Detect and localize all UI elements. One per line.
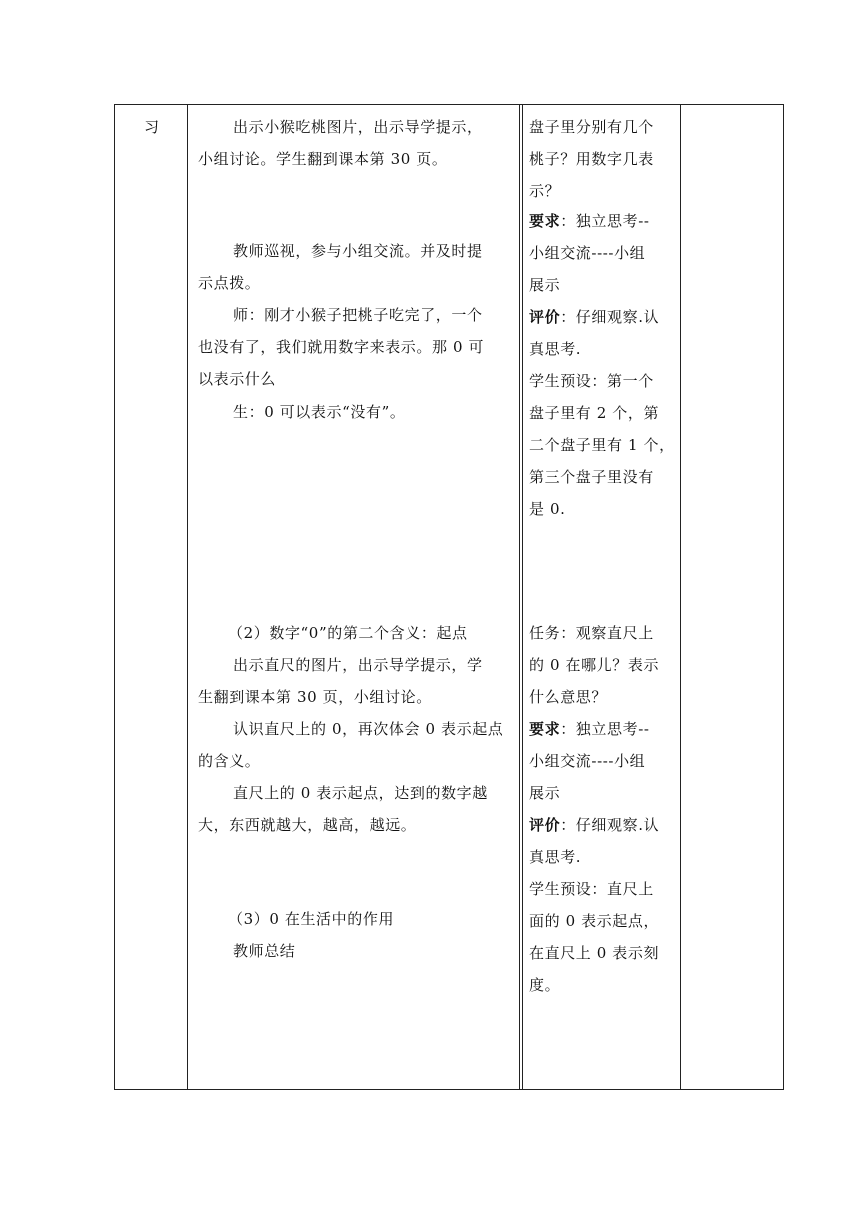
prediction-line: 度。 xyxy=(529,976,561,994)
lesson-plan-table xyxy=(114,104,784,1090)
prediction-line: 学生预设：第一个 xyxy=(529,372,654,390)
evaluation-line: 评价：仔细观察.认 xyxy=(529,816,660,834)
teaching-line: 生翻到课本第 30 页，小组讨论。 xyxy=(198,688,432,706)
prediction-line: 学生预设：直尺上 xyxy=(529,880,654,898)
requirement-label: 要求 xyxy=(529,212,561,230)
teaching-line: 示点拨。 xyxy=(198,274,261,292)
requirement-line: 要求：独立思考-- xyxy=(529,720,650,738)
task-line: 桃子？用数字几表 xyxy=(529,150,654,168)
evaluation-line: 评价：仔细观察.认 xyxy=(529,308,660,326)
teaching-line: 直尺上的 0 表示起点，达到的数字越 xyxy=(233,784,488,802)
teaching-line: 认识直尺上的 0，再次体会 0 表示起点 xyxy=(233,720,504,738)
requirement-label: 要求 xyxy=(529,720,561,738)
requirement-line: 展示 xyxy=(529,276,561,294)
teaching-line: 师：刚才小猴子把桃子吃完了，一个 xyxy=(233,306,483,324)
teaching-line: 的含义。 xyxy=(198,752,261,770)
teaching-line: 也没有了，我们就用数字来表示。那 0 可 xyxy=(198,338,485,356)
stage-label: 习 xyxy=(144,118,160,136)
prediction-line: 在直尺上 0 表示刻 xyxy=(529,944,660,962)
task-line: 的 0 在哪儿？表示 xyxy=(529,656,660,674)
task-line: 盘子里分别有几个 xyxy=(529,118,654,136)
prediction-line: 二个盘子里有 1 个， xyxy=(529,436,675,454)
teaching-line: （2）数字“0”的第二个含义：起点 xyxy=(228,624,468,642)
task-line: 示？ xyxy=(529,182,561,200)
task-line: 任务：观察直尺上 xyxy=(529,624,654,642)
teaching-line: 出示直尺的图片，出示导学提示，学 xyxy=(233,656,483,674)
task-line: 什么意思？ xyxy=(529,688,608,706)
teaching-line: （3）0 在生活中的作用 xyxy=(228,910,395,928)
teaching-line: 教师总结 xyxy=(233,942,296,960)
prediction-line: 面的 0 表示起点， xyxy=(529,912,660,930)
requirement-line: 要求：独立思考-- xyxy=(529,212,650,230)
teaching-line: 大，东西就越大，越高，越远。 xyxy=(198,816,417,834)
prediction-line: 是 0. xyxy=(529,500,566,518)
teaching-line: 小组讨论。学生翻到课本第 30 页。 xyxy=(198,150,448,168)
stage-cell xyxy=(115,105,187,1089)
teaching-line: 出示小猴吃桃图片，出示导学提示， xyxy=(233,118,483,136)
notes-cell xyxy=(681,105,784,1089)
requirement-line: 展示 xyxy=(529,784,561,802)
teaching-line: 生：0 可以表示“没有”。 xyxy=(233,403,406,421)
evaluation-line: 真思考. xyxy=(529,848,582,866)
teaching-activity-cell xyxy=(188,105,519,1089)
evaluation-label: 评价 xyxy=(529,308,561,326)
prediction-line: 盘子里有 2 个，第 xyxy=(529,404,660,422)
teaching-line: 以表示什么 xyxy=(198,370,277,388)
prediction-line: 第三个盘子里没有 xyxy=(529,468,654,486)
teaching-line: 教师巡视，参与小组交流。并及时提 xyxy=(233,242,483,260)
evaluation-line: 真思考. xyxy=(529,340,582,358)
task-cell xyxy=(523,105,680,1089)
requirement-line: 小组交流----小组 xyxy=(529,244,646,262)
requirement-line: 小组交流----小组 xyxy=(529,752,646,770)
evaluation-label: 评价 xyxy=(529,816,561,834)
